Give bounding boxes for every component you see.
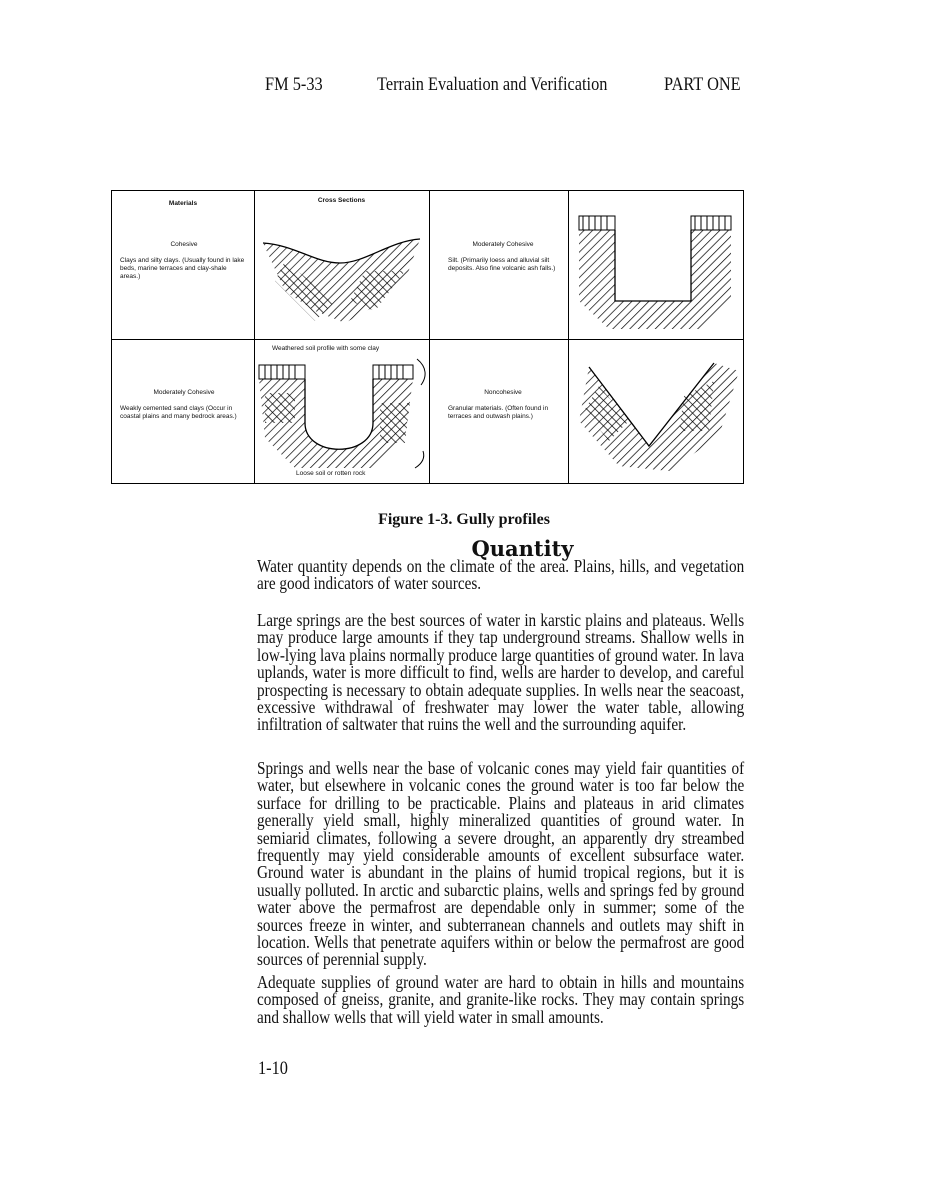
paragraph: Springs and wells near the base of volcanic cones may yield fair quantities of water, but elsewhere in volcanic cones the ground water is too far below the surface for drilling to be practicable. Plains and plateaus in arid climates generally yield small, highly mineralized quantities of ground water. In semiarid climates, following a severe drought, an apparently dry streambed frequently may yield considerable amounts of excellent subsurface water. Ground water is abundant in the plains of humid tropical regions, but it is usually polluted. In arctic and subarctic plains, wells and springs fed by ground water above the permafrost are dependable only in summer; some of the sources freeze in winter, and subterranean channels and outlets may shift in location. Wells that penetrate aquifers within or below the permafrost are good sources of perennial supply. [257, 758, 745, 970]
material-moderately-cohesive-sand [120, 389, 248, 421]
gully-profiles-figure [111, 190, 744, 484]
section-title: Quantity [471, 536, 574, 561]
page-number: 1-10 [258, 1058, 288, 1079]
header-manual-id: FM 5-33 [265, 74, 323, 95]
material-title: Moderately Cohesive [472, 241, 534, 248]
paragraph: Adequate supplies of ground water are hard to obtain in hills and mountains composed of gneiss, granite, and granite-like rocks. They may contain springs and shallow wells that will yield water in small amounts. [257, 972, 745, 1027]
cross-sections-column-header: Cross Sections [317, 197, 366, 204]
cohesive-cross-section-drawing [255, 211, 429, 338]
sand-clay-cross-section-drawing [255, 353, 429, 478]
materials-column-header: Materials [168, 200, 198, 207]
material-moderately-cohesive-silt [448, 241, 558, 273]
silt-cross-section-drawing [569, 211, 743, 338]
annotation-weathered-soil: Weathered soil profile with some clay [272, 345, 380, 352]
granular-cross-section-drawing [569, 341, 743, 481]
material-cohesive [120, 241, 248, 281]
material-title: Moderately Cohesive [153, 389, 215, 396]
material-title: Cohesive [170, 241, 198, 248]
material-description: Weakly cemented sand clays (Occur in coastal plains and many bedrock areas.) [120, 405, 237, 420]
material-description: Clays and silty clays. (Usually found in lake beds, marine terraces and clay-shale areas.) [120, 257, 245, 280]
material-title: Noncohesive [484, 389, 522, 396]
paragraph: Large springs are the best sources of water in karstic plains and plateaus. Wells may produce large amounts if they tap underground streams. Shallow wells in low-lying lava plains normally produce large quantities of ground water. In lava uplands, water is more difficult to find, wells are harder to develop, and careful prospecting is necessary to obtain adequate supplies. In wells near the seacoast, excessive withdrawal of freshwater may lower the water table, allowing infiltration of saltwater that ruins the well and the surrounding aquifer. [257, 610, 745, 735]
header-part: PART ONE [664, 74, 741, 95]
material-description: Granular materials. (Often found in terraces and outwash plains.) [448, 405, 549, 420]
material-description: Silt. (Primarily loess and alluvial silt deposits. Also fine volcanic ash falls.) [448, 257, 556, 272]
figure-caption: Figure 1-3. Gully profiles [378, 511, 550, 528]
header-title: Terrain Evaluation and Verification [377, 74, 608, 95]
material-noncohesive [448, 389, 558, 421]
annotation-loose-soil: Loose soil or rotten rock [296, 470, 366, 477]
paragraph: Water quantity depends on the climate of the area. Plains, hills, and vegetation are good indicators of water sources. [257, 556, 745, 594]
